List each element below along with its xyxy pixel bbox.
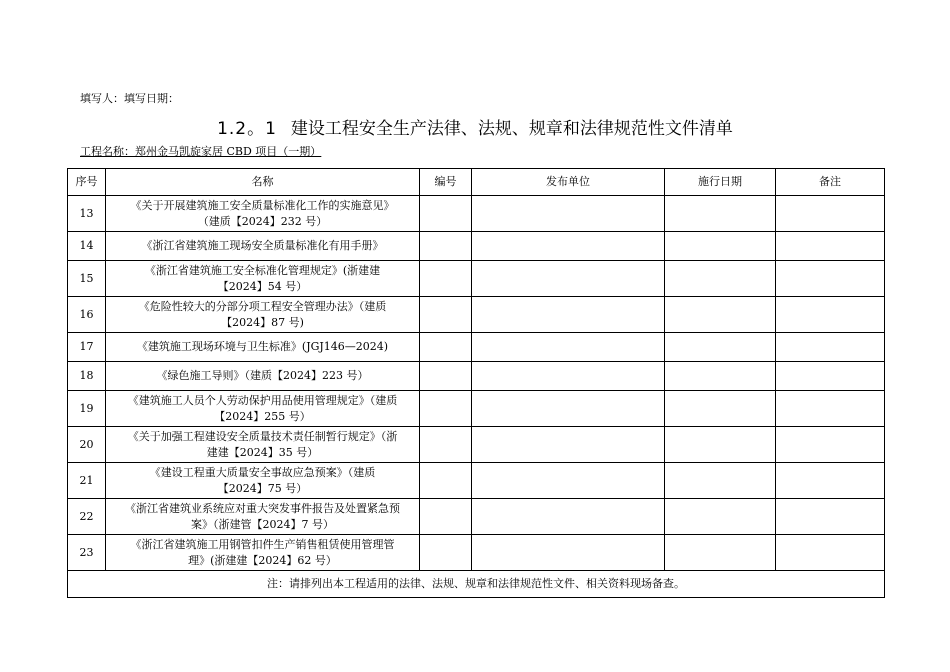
cell-name-line: 【2024】54 号）: [217, 279, 308, 293]
document-title: [0, 114, 950, 139]
cell-date: [665, 463, 776, 499]
cell-date: [665, 427, 776, 463]
cell-name: [106, 463, 420, 499]
cell-name-line: 《建设工程重大质量安全事故应急预案》（建质: [149, 465, 376, 479]
cell-remark: [776, 463, 885, 499]
table-row: [68, 297, 885, 333]
cell-name-line: 《关于加强工程建设安全质量技术责任制暂行规定》（浙: [127, 429, 398, 443]
cell-remark: [776, 333, 885, 362]
table-footnote: 注：请排列出本工程适用的法律、法规、规章和法律规范性文件、相关资料现场备查。: [68, 571, 885, 598]
cell-code: [420, 261, 472, 297]
cell-remark: [776, 196, 885, 232]
filler-info-line: 填写人：填写日期：: [80, 92, 179, 105]
cell-name-line: 建建【2024】35 号）: [206, 445, 319, 459]
cell-name-line: 【2024】255 号）: [214, 409, 311, 423]
cell-issuer: [472, 232, 665, 261]
cell-name-line: 案》（浙建管【2024】7 号）: [191, 517, 334, 531]
table-row: [68, 261, 885, 297]
cell-code: [420, 333, 472, 362]
cell-code: [420, 362, 472, 391]
cell-issuer: [472, 362, 665, 391]
cell-name: [106, 427, 420, 463]
cell-date: [665, 362, 776, 391]
cell-issuer: [472, 499, 665, 535]
cell-name-line: 理》(浙建建【2024】62 号）: [188, 553, 337, 567]
cell-remark: [776, 499, 885, 535]
cell-name: [106, 196, 420, 232]
cell-remark: [776, 535, 885, 571]
cell-seq: 13: [68, 196, 106, 232]
table-row: [68, 232, 885, 261]
cell-issuer: [472, 196, 665, 232]
cell-code: [420, 391, 472, 427]
cell-remark: [776, 391, 885, 427]
cell-remark: [776, 297, 885, 333]
table-row: [68, 196, 885, 232]
cell-date: [665, 261, 776, 297]
table-footnote-row: [68, 571, 885, 598]
cell-seq: 22: [68, 499, 106, 535]
cell-date: [665, 535, 776, 571]
cell-seq: 21: [68, 463, 106, 499]
cell-name-line: 《关于开展建筑施工安全质量标准化工作的实施意见》: [130, 198, 395, 212]
title-number: 1.2。1: [217, 119, 277, 139]
column-header-code: 编号: [420, 169, 472, 196]
table-row: [68, 499, 885, 535]
regulation-list-table: [67, 168, 885, 598]
cell-seq: 15: [68, 261, 106, 297]
cell-name-line: 《建筑施工人员个人劳动保护用品使用管理规定》（建质: [127, 393, 398, 407]
cell-name-line: （建质【2024】232 号）: [197, 214, 328, 228]
cell-name-line: 《浙江省建筑业系统应对重大突发事件报告及处置紧急预: [125, 501, 400, 515]
cell-remark: [776, 232, 885, 261]
cell-name-line: 《建筑施工现场环境与卫生标准》(JGJ146—2024): [136, 340, 389, 353]
cell-code: [420, 499, 472, 535]
cell-name: [106, 232, 420, 261]
cell-date: [665, 196, 776, 232]
cell-issuer: [472, 535, 665, 571]
cell-name-line: 【2024】87 号): [221, 315, 304, 329]
cell-code: [420, 427, 472, 463]
cell-remark: [776, 261, 885, 297]
cell-seq: 19: [68, 391, 106, 427]
cell-code: [420, 463, 472, 499]
cell-name-line: 【2024】75 号）: [217, 481, 308, 495]
title-text: 建设工程安全生产法律、法规、规章和法律规范性文件清单: [290, 119, 733, 139]
cell-code: [420, 196, 472, 232]
cell-name-line: 《浙江省建筑施工现场安全质量标准化有用手册》: [141, 239, 384, 252]
cell-issuer: [472, 391, 665, 427]
cell-issuer: [472, 427, 665, 463]
column-header-issuer: 发布单位: [472, 169, 665, 196]
table-row: [68, 427, 885, 463]
cell-name: [106, 535, 420, 571]
cell-seq: 17: [68, 333, 106, 362]
table-row: [68, 362, 885, 391]
cell-seq: 16: [68, 297, 106, 333]
cell-name-line: 《危险性较大的分部分项工程安全管理办法》（建质: [138, 299, 387, 313]
cell-seq: 18: [68, 362, 106, 391]
table-row: [68, 535, 885, 571]
column-header-remark: 备注: [776, 169, 885, 196]
column-header-date: 施行日期: [665, 169, 776, 196]
table-row: [68, 333, 885, 362]
column-header-seq: 序号: [68, 169, 106, 196]
cell-code: [420, 535, 472, 571]
cell-seq: 14: [68, 232, 106, 261]
cell-issuer: [472, 333, 665, 362]
column-header-name: 名称: [106, 169, 420, 196]
cell-date: [665, 297, 776, 333]
project-name: 工程名称：郑州金马凯旋家居 CBD 项目（一期）: [80, 145, 322, 158]
table-row: [68, 391, 885, 427]
cell-date: [665, 499, 776, 535]
cell-name: [106, 362, 420, 391]
cell-name: [106, 297, 420, 333]
cell-seq: 20: [68, 427, 106, 463]
cell-date: [665, 333, 776, 362]
table-header-row: [68, 169, 885, 196]
cell-name: [106, 391, 420, 427]
cell-remark: [776, 427, 885, 463]
cell-code: [420, 232, 472, 261]
cell-remark: [776, 362, 885, 391]
cell-name-line: 《绿色施工导则》（建质【2024】223 号）: [156, 369, 369, 382]
cell-issuer: [472, 261, 665, 297]
cell-seq: 23: [68, 535, 106, 571]
cell-name: [106, 499, 420, 535]
cell-name-line: 《浙江省建筑施工用钢管扣件生产销售租赁使用管理管: [130, 537, 395, 551]
cell-code: [420, 297, 472, 333]
cell-issuer: [472, 463, 665, 499]
cell-date: [665, 391, 776, 427]
cell-name: [106, 333, 420, 362]
cell-name: [106, 261, 420, 297]
cell-name-line: 《浙江省建筑施工安全标准化管理规定》(浙建建: [144, 263, 381, 277]
cell-issuer: [472, 297, 665, 333]
table-row: [68, 463, 885, 499]
cell-date: [665, 232, 776, 261]
